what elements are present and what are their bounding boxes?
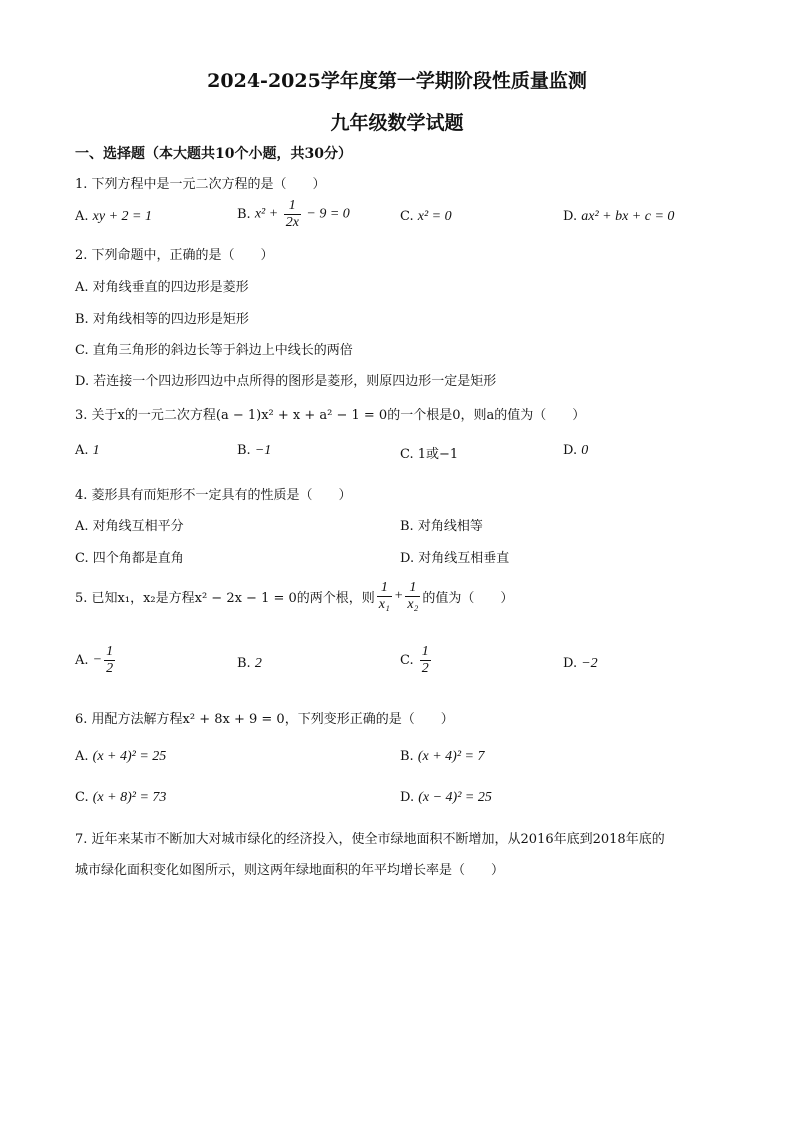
- q6-option-c: C. (x + 8)² = 73: [75, 790, 167, 805]
- exam-subtitle: 九年级数学试题: [330, 112, 464, 134]
- q4-option-d: D. 对角线互相垂直: [400, 551, 510, 566]
- question-1-stem: 1. 下列方程中是一元二次方程的是（ ）: [75, 177, 326, 192]
- question-5-stem: 5. 已知x₁，x₂是方程x² − 2x − 1 = 0的两个根，则 $\frac{1}{\text{x₁}}$ + $\frac{1}{\text{x₂}}$ 的值为（ ）: [75, 580, 514, 613]
- q4-option-b: B. 对角线相等: [400, 519, 483, 534]
- q2-option-c: C. 直角三角形的斜边长等于斜边上中线长的两倍: [75, 343, 353, 358]
- q2-option-a: A. 对角线垂直的四边形是菱形: [75, 280, 249, 295]
- q1-option-a: A. xy + 2 = 1: [75, 209, 152, 224]
- q5c-fraction: $\frac{1}{2}$: [421, 644, 429, 677]
- q3-option-c: C. 1或−1: [400, 447, 459, 462]
- q6-option-d: D. (x − 4)² = 25: [400, 790, 492, 805]
- exam-title: 2024-2025学年度第一学期阶段性质量监测: [207, 70, 587, 92]
- question-2-stem: 2. 下列命题中，正确的是（ ）: [75, 248, 274, 263]
- q3-option-a: A. 1: [75, 443, 100, 458]
- q1b-fraction: $\frac{1}{2x}$: [285, 198, 299, 231]
- q6-option-b: B. (x + 4)² = 7: [400, 749, 485, 764]
- q1-option-c: C. x² = 0: [400, 209, 452, 224]
- q5-option-b: B. 2: [237, 656, 262, 671]
- q4-option-a: A. 对角线互相平分: [75, 519, 184, 534]
- question-7-stem-line-1: 7. 近年来某市不断加大对城市绿化的经济投入，使全市绿地面积不断增加，从2016年底到2018年底的: [75, 832, 665, 847]
- q5-fraction-1: $\frac{1}{\text{x₁}}$: [378, 580, 390, 613]
- section-heading: 一、选择题（本大题共10个小题，共30分）: [75, 146, 352, 162]
- q2-option-b: B. 对角线相等的四边形是矩形: [75, 312, 249, 327]
- q5-option-a: A. − $\frac{1}{2}$: [75, 644, 114, 677]
- question-7-stem-line-2: 城市绿化面积变化如图所示，则这两年绿地面积的年平均增长率是（ ）: [75, 863, 505, 878]
- question-6-stem: 6. 用配方法解方程x² + 8x + 9 = 0，下列变形正确的是（ ）: [75, 712, 454, 727]
- q3-option-b: B. −1: [237, 443, 272, 458]
- q5-fraction-2: $\frac{1}{\text{x₂}}$: [407, 580, 419, 613]
- q4-option-c: C. 四个角都是直角: [75, 551, 184, 566]
- q2-option-d: D. 若连接一个四边形四边中点所得的图形是菱形，则原四边形一定是矩形: [75, 374, 497, 389]
- question-3-stem: 3. 关于x的一元二次方程(a − 1)x² + x + a² − 1 = 0的一个根是0，则a的值为（ ）: [75, 408, 586, 423]
- q1-option-b: B. x² + $\frac{1}{2x}$ − 9 = 0: [237, 198, 350, 231]
- q1-option-d: D. ax² + bx + c = 0: [563, 209, 675, 224]
- q5a-fraction: $\frac{1}{2}$: [106, 644, 114, 677]
- q5-option-d: D. −2: [563, 656, 598, 671]
- question-4-stem: 4. 菱形具有而矩形不一定具有的性质是（ ）: [75, 488, 352, 503]
- q5-option-c: C. $\frac{1}{2}$: [400, 644, 429, 677]
- q3-option-d: D. 0: [563, 443, 589, 458]
- q6-option-a: A. (x + 4)² = 25: [75, 749, 167, 764]
